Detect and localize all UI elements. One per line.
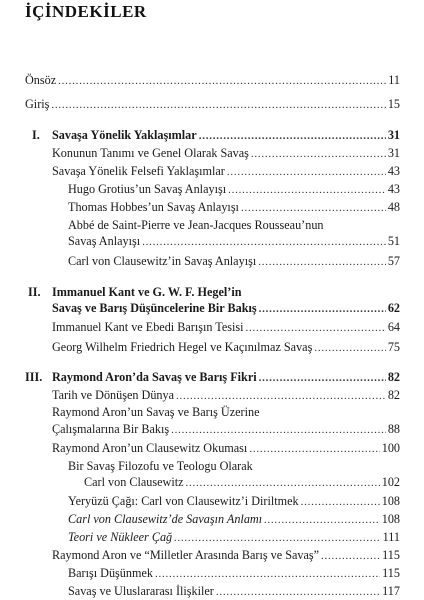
toc-entry[interactable] <box>52 340 400 356</box>
page-number: 115 <box>382 566 400 580</box>
page-number: 43 <box>387 182 400 196</box>
dot-leader <box>142 234 386 250</box>
dot-leader <box>246 320 386 336</box>
toc-entry-text: Thomas Hobbes’un Savaş Anlayışı <box>68 200 239 214</box>
toc-entry[interactable] <box>52 164 400 180</box>
dot-leader <box>174 530 380 546</box>
page-number: 108 <box>381 512 400 526</box>
toc-subentry[interactable] <box>68 182 400 198</box>
toc-entry[interactable] <box>52 320 400 336</box>
toc-subentry[interactable] <box>68 512 400 528</box>
toc-entry-text-line1: Raymond Aron’un Savaş ve Barış Üzerine <box>52 405 260 419</box>
toc-entry-text: Carl von Clausewitz’de Savaşın Anlamı <box>68 512 263 526</box>
toc-entry-text: Carl von Clausewitz’in Savaş Anlayışı <box>68 254 257 268</box>
toc-subentry[interactable] <box>68 200 400 216</box>
dot-leader <box>258 254 386 270</box>
dot-leader <box>199 128 386 144</box>
dot-leader <box>58 73 386 89</box>
page-number: 11 <box>388 73 400 87</box>
dot-leader <box>301 494 380 510</box>
dot-leader <box>321 548 380 564</box>
dot-leader <box>171 422 386 438</box>
toc-entry[interactable] <box>52 548 400 564</box>
page-number: 111 <box>382 530 400 544</box>
page-number: 115 <box>382 548 400 562</box>
dot-leader <box>51 97 385 113</box>
dot-leader <box>228 182 386 198</box>
toc-entry-text: Teori ve Nükleer Çağ <box>68 530 173 544</box>
dot-leader <box>251 146 386 162</box>
toc-subentry[interactable] <box>68 494 400 510</box>
toc-subentry[interactable] <box>68 566 400 582</box>
page-number: 57 <box>387 254 400 268</box>
page-number: 51 <box>387 234 400 248</box>
toc-entry-text: Konunun Tanımı ve Genel Olarak Savaş <box>52 146 249 160</box>
toc-entry-giris[interactable] <box>25 97 400 113</box>
dot-leader <box>259 301 386 317</box>
toc-entry-text: Raymond Aron’da Savaş ve Barış Fikri <box>52 370 257 384</box>
chapter-number: III. <box>25 370 43 384</box>
toc-entry-text: Savaş ve Barış Düşüncelerine Bir Bakış <box>52 301 257 315</box>
page-number: 15 <box>387 97 400 111</box>
toc-subentry[interactable] <box>68 254 400 270</box>
dot-leader <box>186 475 380 491</box>
toc-entry-text: Giriş <box>25 97 50 111</box>
page-number: 75 <box>387 340 400 354</box>
dot-leader <box>259 370 386 386</box>
page-number: 117 <box>382 584 400 598</box>
toc-chapter-1[interactable] <box>52 128 400 144</box>
chapter-number: I. <box>32 128 40 142</box>
toc-entry-text: Barışı Düşünmek <box>68 566 153 580</box>
dot-leader <box>216 584 380 600</box>
dot-leader <box>241 200 386 216</box>
toc-entry-text: Savaşa Yönelik Felsefi Yaklaşımlar <box>52 164 225 178</box>
toc-entry-text: Çalışmalarına Bir Bakış <box>52 422 170 436</box>
toc-entry-text: Hugo Grotius’un Savaş Anlayışı <box>68 182 227 196</box>
toc-subentry[interactable] <box>68 530 400 546</box>
toc-subentry[interactable] <box>68 234 400 250</box>
toc-entry[interactable] <box>52 441 400 457</box>
page-number: 31 <box>387 146 400 160</box>
page-number: 62 <box>387 301 400 315</box>
page-number: 100 <box>381 441 400 455</box>
dot-leader <box>264 512 380 528</box>
page-number: 88 <box>387 422 400 436</box>
toc-subentry[interactable] <box>68 584 400 600</box>
toc-entry-text: Savaş Anlayışı <box>68 234 141 248</box>
page-number: 43 <box>387 164 400 178</box>
page-number: 82 <box>387 370 400 384</box>
page-number: 48 <box>387 200 400 214</box>
toc-entry-text: Tarih ve Dönüşen Dünya <box>52 388 175 402</box>
toc-chapter-3[interactable] <box>52 370 400 386</box>
dot-leader <box>249 441 379 457</box>
toc-entry[interactable] <box>52 146 400 162</box>
page-number: 102 <box>381 475 400 489</box>
toc-entry-text: Raymond Aron ve “Milletler Arasında Barış ve Savaş” <box>52 548 320 562</box>
page-number: 31 <box>387 128 400 142</box>
toc-entry-text: Carl von Clausewitz <box>84 475 184 489</box>
page-number: 82 <box>387 388 400 402</box>
toc-entry-text: Yeryüzü Çağı: Carl von Clausewitz’i Diriltmek <box>68 494 299 508</box>
toc-entry-text-line1: Bir Savaş Filozofu ve Teologu Olarak <box>68 459 253 473</box>
toc-subentry[interactable] <box>68 475 400 491</box>
page-number: 108 <box>381 494 400 508</box>
toc-entry-text: Savaş ve Uluslararası İlişkiler <box>68 584 214 598</box>
dot-leader <box>314 340 385 356</box>
toc-chapter-2-line1: Immanuel Kant ve G. W. F. Hegel’in <box>52 285 242 299</box>
page-number: 64 <box>387 320 400 334</box>
dot-leader <box>155 566 380 582</box>
toc-entry-text: Savaşa Yönelik Yaklaşımlar <box>52 128 197 142</box>
dot-leader <box>227 164 386 180</box>
toc-entry-text-line1: Abbé de Saint-Pierre ve Jean-Jacques Rousseau’nun <box>68 218 324 232</box>
toc-entry-text: Georg Wilhelm Friedrich Hegel ve Kaçınılmaz Savaş <box>52 340 313 354</box>
toc-entry-text: Immanuel Kant ve Ebedi Barışın Tesisi <box>52 320 244 334</box>
dot-leader <box>176 388 386 404</box>
chapter-number: II. <box>28 285 41 299</box>
toc-entry[interactable] <box>52 422 400 438</box>
toc-entry[interactable] <box>52 388 400 404</box>
toc-entry-onsoz[interactable] <box>25 73 400 89</box>
toc-entry-text: Önsöz <box>25 73 57 87</box>
page-title: İÇİNDEKİLER <box>25 2 147 21</box>
toc-entry-text: Raymond Aron’un Clausewitz Okuması <box>52 441 248 455</box>
toc-chapter-2[interactable] <box>52 301 400 317</box>
